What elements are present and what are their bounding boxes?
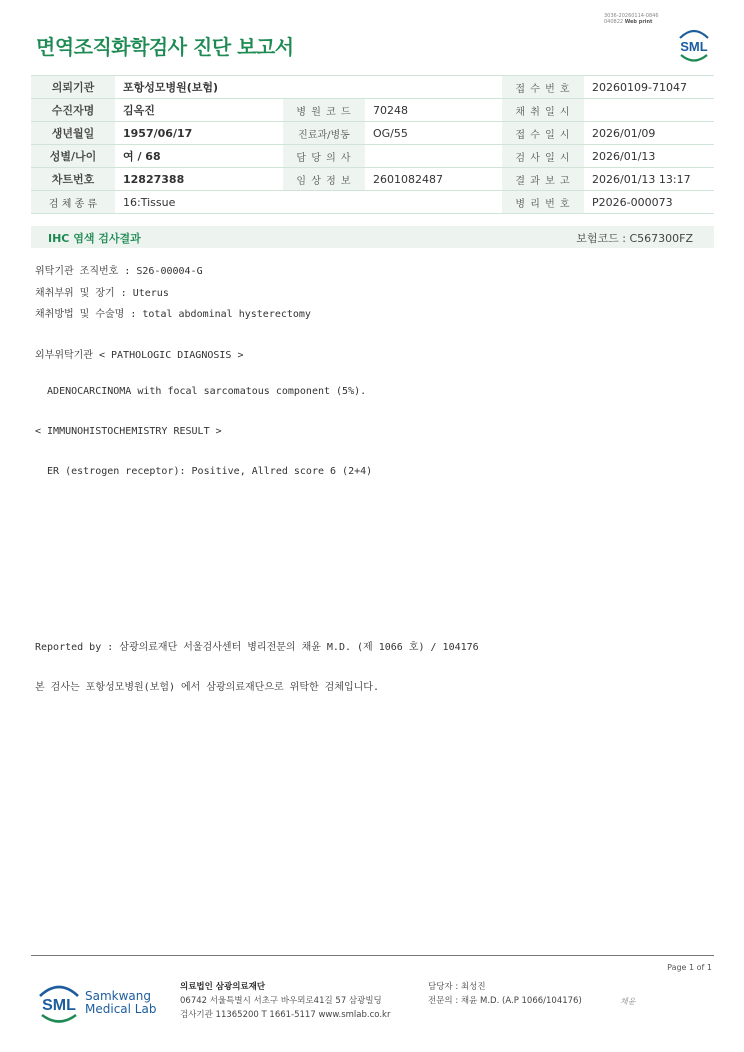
sml-logo-icon [676,26,712,64]
info-row [31,145,714,168]
info-row [31,168,714,191]
value-physician [365,145,502,168]
label-hospital-code: 병 원 코 드 [283,99,365,122]
label-receipt-number: 접 수 번 호 [502,76,584,99]
value-birth-date: 1957/06/17 [115,122,283,145]
brand-name: Samkwang Medical Lab [85,989,157,1016]
referral-note: 본 검사는 포항성모병원(보험) 에서 삼광의료재단으로 위탁한 검체입니다. [35,682,379,693]
info-row [31,122,714,145]
label-requesting-institution: 의뢰기관 [31,76,115,99]
organization-name: 의료법인 삼광의료재단 [180,982,266,992]
label-department: 진료과/병동 [283,122,365,145]
value-receipt-number: 20260109-71047 [584,76,714,99]
specimen-id-line: 위탁기관 조직번호 : S26-00004-G [35,266,203,277]
organization-address: 06742 서울특별시 서초구 바우뫼로41길 57 삼광빌딩 [180,996,382,1006]
value-receipt-date: 2026/01/09 [584,122,714,145]
sml-footer-logo-icon [36,980,82,1026]
value-sex-age: 여 / 68 [115,145,283,168]
label-specimen-type: 검 체 종 류 [31,191,115,214]
value-clinical-info: 2601082487 [365,168,502,191]
footer-divider [31,955,714,956]
diagnosis-text: ADENOCARCINOMA with focal sarcomatous component (5%). [35,386,367,397]
info-row [31,99,714,122]
report-title: 면역조직화학검사 진단 보고서 [36,35,294,59]
organization-info [180,980,390,1022]
insurance-code: 보험코드 : C567300FZ [576,232,693,245]
value-requesting-institution: 포항성모병원(보험) [115,76,502,99]
label-chart-number: 차트번호 [31,168,115,191]
info-row [31,191,714,214]
staff-info [428,980,582,1008]
label-patient-name: 수진자명 [31,99,115,122]
label-sex-age: 성별/나이 [31,145,115,168]
svg-text:SML: SML [680,39,708,54]
staff-in-charge: 담당자 : 최성진 [428,982,486,992]
pathologic-diagnosis-heading: 외부위탁기관 < PATHOLOGIC DIAGNOSIS > [35,350,244,361]
label-physician: 담 당 의 사 [283,145,365,168]
value-result-report: 2026/01/13 13:17 [584,168,714,191]
value-pathology-number: P2026-000073 [584,191,714,214]
page-number: Page 1 of 1 [667,963,712,972]
patient-info-table [31,75,714,214]
value-specimen-type: 16:Tissue [115,191,502,214]
svg-text:SML: SML [42,997,76,1014]
reported-by-line: Reported by : 삼광의료재단 서울검사센터 병리전문의 채윤 M.D. (제 1066 호) / 104176 [35,642,479,653]
label-collection-date: 채 취 일 시 [502,99,584,122]
document-code: 3036-20260114-0846 040822 Web print [604,13,659,25]
collection-site-line: 채취부위 및 장기 : Uterus [35,288,169,299]
label-result-report: 결 과 보 고 [502,168,584,191]
label-birth-date: 생년월일 [31,122,115,145]
value-test-date: 2026/01/13 [584,145,714,168]
value-collection-date [584,99,714,122]
value-patient-name: 김옥진 [115,99,283,122]
label-test-date: 검 사 일 시 [502,145,584,168]
label-pathology-number: 병 리 번 호 [502,191,584,214]
label-receipt-date: 접 수 일 시 [502,122,584,145]
staff-specialist: 전문의 : 채윤 M.D. (A.P 1066/104176) [428,996,582,1006]
organization-contact: 검사기관 11365200 T 1661-5117 www.smlab.co.kr [180,1010,391,1020]
info-row [31,76,714,99]
value-department: OG/55 [365,122,502,145]
signature: 채윤 [620,997,636,1006]
ihc-section-header [31,226,714,248]
value-hospital-code: 70248 [365,99,502,122]
ihc-result-text: ER (estrogen receptor): Positive, Allred score 6 (2+4) [35,466,373,477]
ihc-section-title: IHC 염색 검사결과 [48,232,141,245]
ihc-result-heading: < IMMUNOHISTOCHEMISTRY RESULT > [35,426,222,437]
value-chart-number: 12827388 [115,168,283,191]
label-clinical-info: 임 상 정 보 [283,168,365,191]
procedure-line: 채취방법 및 수술명 : total abdominal hysterectomy [35,309,311,320]
